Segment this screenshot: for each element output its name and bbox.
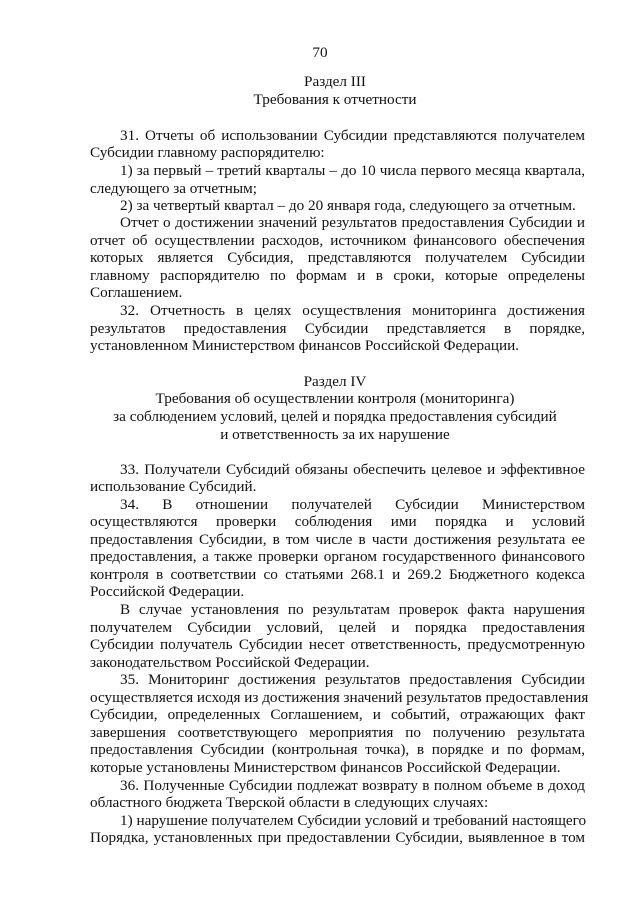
- paragraph-34-line: осуществляются проверки соблюдения ими порядка и условий: [90, 513, 585, 530]
- paragraph-33-line: использование Субсидий.: [90, 478, 257, 495]
- section-4-title: Раздел IV: [303, 373, 367, 390]
- paragraph-34-line: Российской Федерации.: [90, 583, 245, 600]
- paragraph-34-line: предоставления, а также проверки органом государственного финансового: [90, 548, 585, 565]
- paragraph-32-line: 32. Отчетность в целях осуществления мониторинга достижения: [120, 302, 585, 319]
- item-36-1-line: Порядка, установленных при предоставлении Субсидии, выявленное в том: [90, 829, 585, 846]
- item-1-line: следующего за отчетным;: [90, 180, 257, 197]
- paragraph-35-line: Субсидии, определенных Соглашением, и событий, отражающих факт: [90, 706, 585, 723]
- page-number: 70: [312, 44, 328, 61]
- paragraph-31-line: Субсидии главному распорядителю:: [90, 144, 325, 161]
- section-3-subtitle: Требования к отчетности: [253, 91, 417, 108]
- section-4-subtitle-line: и ответственность за их нарушение: [220, 426, 450, 443]
- paragraph-34-line: 34. В отношении получателей Субсидии Министерством: [120, 496, 585, 513]
- paragraph-34-line: предоставления Субсидии, в том числе в части достижения результата ее: [90, 531, 585, 548]
- paragraph-31-line: 31. Отчеты об использовании Субсидии представляются получателем: [120, 127, 585, 144]
- section-4-subtitle-line: за соблюдением условий, целей и порядка предоставления субсидий: [113, 408, 557, 425]
- violation-paragraph-line: законодательством Российской Федерации.: [90, 654, 370, 671]
- item-2-line: 2) за четвертый квартал – до 20 января года, следующего за отчетным.: [120, 197, 576, 214]
- report-paragraph-line: отчет об осуществлении расходов, источником финансового обеспечения: [90, 232, 585, 249]
- violation-paragraph-line: В случае установления по результатам проверок факта нарушения: [120, 601, 585, 618]
- paragraph-35-line: 35. Мониторинг достижения результатов предоставления Субсидии: [120, 671, 585, 688]
- paragraph-36-line: 36. Полученные Субсидии подлежат возврату в полном объеме в доход: [120, 777, 585, 794]
- report-paragraph-line: главному распорядителю по формам и в сроки, которые определены: [90, 267, 585, 284]
- paragraph-33-line: 33. Получатели Субсидий обязаны обеспечить целевое и эффективное: [120, 461, 585, 478]
- section-3-title: Раздел III: [304, 73, 366, 90]
- paragraph-32-line: установленном Министерством финансов Российской Федерации.: [90, 337, 520, 354]
- paragraph-35-line: завершения соответствующего мероприятия по получению результата: [90, 724, 585, 741]
- violation-paragraph-line: Субсидии получатель Субсидии несет ответственность, предусмотренную: [90, 636, 585, 653]
- paragraph-35-line: осуществляется исходя из достижения значений результатов предоставления: [90, 689, 589, 706]
- paragraph-32-line: результатов предоставления Субсидии представляется в порядке,: [90, 320, 585, 337]
- paragraph-36-line: областного бюджета Тверской области в следующих случаях:: [90, 794, 489, 811]
- report-paragraph-line: Отчет о достижении значений результатов предоставления Субсидии и: [120, 214, 585, 231]
- report-paragraph-line: Соглашением.: [90, 284, 183, 301]
- item-36-1-line: 1) нарушение получателем Субсидии условий и требований настоящего: [120, 812, 587, 829]
- paragraph-34-line: контроля в соответствии со статьями 268.1 и 269.2 Бюджетного кодекса: [90, 566, 585, 583]
- paragraph-35-line: которые установлены Министерством финансов Российской Федерации.: [90, 759, 561, 776]
- paragraph-35-line: предоставления Субсидии (контрольная точка), в порядке и по формам,: [90, 741, 585, 758]
- report-paragraph-line: которых является Субсидия, представляются получателем Субсидии: [90, 249, 585, 266]
- section-4-subtitle-line: Требования об осуществлении контроля (мониторинга): [155, 390, 515, 407]
- item-1-line: 1) за первый – третий кварталы – до 10 числа первого месяца квартала,: [120, 162, 585, 179]
- violation-paragraph-line: получателем Субсидии условий, целей и порядка предоставления: [90, 619, 585, 636]
